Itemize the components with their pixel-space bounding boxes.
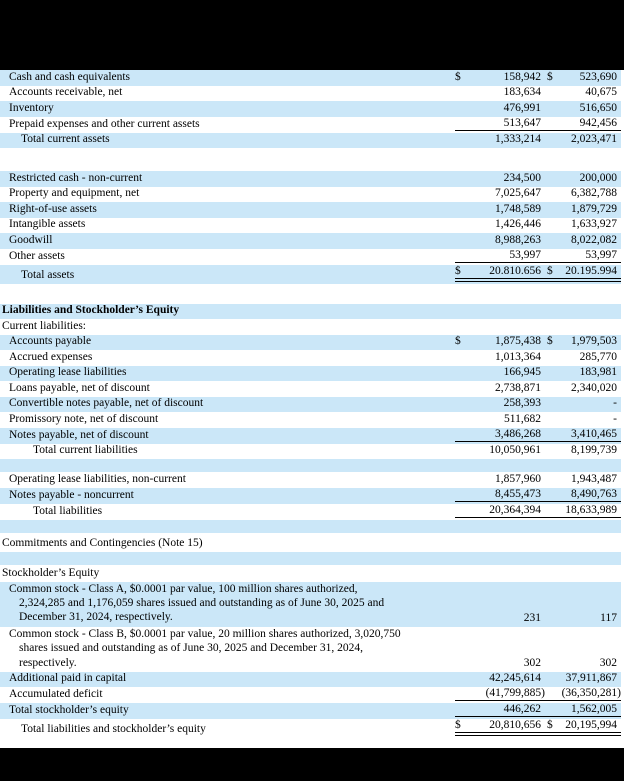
row-label: Liabilities and Stockholder’s Equity [2, 304, 180, 316]
table-row [0, 133, 621, 149]
value-col1 [455, 71, 541, 84]
value-col2 [541, 488, 621, 502]
row-label: Prepaid expenses and other current assets [9, 117, 200, 130]
row-label: Intangible assets [9, 218, 86, 230]
value-col1 [455, 366, 541, 379]
table-row [0, 428, 621, 444]
value-col2 [541, 687, 621, 701]
table-row [0, 366, 621, 382]
cell-value: 511,682 [504, 412, 541, 425]
row-label: Operating lease liabilities [9, 366, 127, 378]
cell-value: 1,562,005 [571, 703, 617, 716]
cell-value: (41,799,885) [485, 687, 545, 700]
row-label: Cash and cash equivalents [9, 70, 131, 83]
cell-value: 2,738,871 [495, 381, 541, 394]
cell-value: 183,981 [579, 366, 617, 378]
cell-value: - [613, 397, 617, 409]
cell-value: 8,490,763 [571, 487, 617, 500]
value-col2 [541, 102, 621, 115]
value-col2 [541, 351, 621, 364]
cell-value: 1,875,438 [495, 335, 541, 347]
row-label: Restricted cash - non-current [9, 171, 143, 184]
dollar-sign: $ [547, 335, 553, 347]
cell-value: 18,633,989 [565, 503, 617, 516]
cell-value: 42,245,614 [489, 672, 541, 685]
row-label: Commitments and Contingencies (Note 15) [2, 536, 203, 549]
value-col2 [541, 366, 621, 379]
table-row [0, 233, 621, 249]
value-col2 [541, 265, 621, 282]
cell-value: 942,456 [579, 116, 617, 129]
value-col2 [541, 218, 621, 231]
value-col2 [541, 382, 621, 395]
cell-value: - [613, 412, 617, 425]
value-col2 [541, 234, 621, 247]
value-col1 [455, 265, 541, 282]
value-col1 [455, 687, 545, 701]
cell-value: 7,025,647 [495, 187, 541, 199]
balance-sheet-table [0, 70, 624, 738]
row-label: Accumulated deficit [9, 688, 103, 701]
cell-value: 2,340,020 [571, 381, 617, 394]
row-label: Right-of-use assets [9, 202, 97, 215]
value-col2 [541, 444, 621, 457]
value-col2 [541, 672, 621, 685]
cell-value: 53,997 [585, 248, 617, 261]
value-col2 [541, 71, 621, 84]
row-label: Notes payable - noncurrent [9, 488, 134, 501]
cell-value: 1,333,214 [495, 133, 541, 145]
table-row [0, 187, 621, 203]
cell-value: 476,991 [503, 101, 541, 114]
table-row [0, 265, 621, 284]
cell-value: 20.810.656 [489, 264, 541, 277]
table-row [0, 335, 621, 351]
value-col2 [541, 86, 621, 99]
cell-value: 1,857,960 [495, 472, 541, 485]
dollar-sign: $ [455, 335, 461, 347]
cell-value: 1,013,364 [495, 350, 541, 363]
table-row [0, 672, 621, 688]
table-row [0, 703, 621, 719]
cell-value: 166,945 [503, 366, 541, 378]
cell-value: 183,634 [503, 86, 541, 98]
bottom-black-bar [0, 748, 624, 781]
cell-value: 53,997 [509, 248, 541, 261]
row-label: Common stock - Class A, $0.0001 par value, 100 million shares authorized, 2,324,285 and 1,176,059 shares issued and outstanding as of June 30, 2025 and December 31, 2024, respectively. [9, 582, 385, 624]
row-label: Promissory note, net of discount [9, 412, 159, 425]
row-label: Total assets [21, 268, 75, 281]
table-row [0, 397, 621, 413]
row-label: Common stock - Class B, $0.0001 par value, 20 million shares authorized, 3,020,750 shares issued and outstanding as of June 30, 2025 and December 31, 2024, respectively. [9, 627, 401, 669]
top-black-bar [0, 0, 624, 70]
table-row [0, 687, 621, 703]
cell-value: 40,675 [585, 86, 617, 98]
value-col1 [455, 117, 541, 131]
table-row [0, 86, 621, 102]
value-col1 [455, 672, 541, 685]
row-label: Other assets [9, 249, 65, 262]
cell-value: 10,050,961 [489, 444, 541, 456]
value-col2 [541, 172, 621, 185]
table-row [0, 319, 621, 335]
value-col1 [455, 172, 541, 185]
row-label: Total current liabilities [33, 444, 138, 456]
row-label: Accounts payable [9, 335, 92, 347]
table-row [0, 171, 621, 187]
table-row [0, 627, 621, 672]
value-col1 [455, 428, 541, 442]
cell-value: 200,000 [579, 171, 617, 184]
row-label: Total liabilities and stockholder’s equity [21, 723, 206, 736]
dollar-sign: $ [547, 719, 553, 732]
dollar-sign: $ [547, 70, 553, 83]
row-label: Inventory [9, 101, 54, 114]
cell-value: 20,364,394 [489, 503, 541, 516]
spacer-row [0, 459, 621, 472]
value-col1 [455, 504, 541, 518]
dollar-sign: $ [455, 719, 461, 732]
cell-value: 258,393 [503, 397, 541, 409]
spacer-row [0, 284, 621, 304]
row-label: Total liabilities [33, 504, 103, 517]
row-label: Convertible notes payable, net of discount [9, 397, 204, 409]
row-label: Operating lease liabilities, non-current [9, 472, 186, 485]
table-row [0, 218, 621, 234]
table-row [0, 582, 621, 627]
value-col2 [541, 612, 621, 625]
value-col1 [455, 249, 541, 263]
value-col2 [541, 249, 621, 263]
spacer-row [0, 520, 621, 533]
value-col2 [541, 413, 621, 426]
cell-value: 523,690 [579, 70, 617, 83]
value-col1 [455, 413, 541, 426]
table-row [0, 249, 621, 265]
value-col1 [455, 86, 541, 99]
value-col2 [541, 428, 621, 442]
table-row [0, 304, 621, 320]
value-col1 [455, 719, 541, 736]
cell-value: 513,647 [503, 116, 541, 129]
value-col1 [455, 444, 541, 457]
row-label: Additional paid in capital [9, 672, 127, 685]
value-col1 [455, 218, 541, 231]
value-col1 [455, 397, 541, 410]
cell-value: 1,879,729 [571, 202, 617, 215]
cell-value: 20.195.994 [565, 264, 617, 277]
value-col1 [455, 203, 541, 216]
value-col1 [455, 187, 541, 200]
value-col1 [455, 612, 541, 625]
cell-value: 1,748,589 [495, 202, 541, 215]
table-row [0, 101, 621, 117]
cell-value: 117 [600, 611, 617, 624]
row-label: Total current assets [21, 133, 110, 145]
row-label: Notes payable, net of discount [9, 428, 149, 441]
cell-value: (36,350,281) [561, 687, 621, 700]
table-row [0, 412, 621, 428]
cell-value: 3,410,465 [571, 427, 617, 440]
table-row [0, 70, 621, 86]
value-col1 [455, 351, 541, 364]
cell-value: 8,455,473 [495, 487, 541, 500]
cell-value: 6,382,788 [571, 187, 617, 199]
cell-value: 285,770 [579, 350, 617, 363]
row-label: Goodwill [9, 233, 53, 246]
cell-value: 158,942 [503, 70, 541, 83]
table-row [0, 350, 621, 366]
value-col1 [455, 657, 541, 670]
dollar-sign: $ [455, 70, 461, 83]
value-col2 [541, 335, 621, 348]
cell-value: 2,023,471 [571, 133, 617, 145]
cell-value: 8,199,739 [571, 444, 617, 456]
table-row [0, 472, 621, 488]
cell-value: 231 [523, 611, 541, 624]
dollar-sign: $ [547, 264, 553, 277]
row-label: Total stockholder’s equity [9, 704, 129, 717]
cell-value: 37,911,867 [565, 672, 617, 685]
cell-value: 1,979,503 [571, 335, 617, 347]
value-col2 [541, 397, 621, 410]
cell-value: 302 [599, 656, 617, 669]
value-col2 [541, 187, 621, 200]
cell-value: 20,195,994 [565, 719, 617, 732]
table-row [0, 202, 621, 218]
value-col2 [541, 117, 621, 131]
cell-value: 1,633,927 [571, 218, 617, 230]
row-label: Accrued expenses [9, 350, 93, 363]
value-col1 [455, 133, 541, 146]
table-row [0, 719, 621, 738]
value-col1 [455, 382, 541, 395]
cell-value: 302 [523, 656, 541, 669]
value-col1 [455, 473, 541, 486]
value-col2 [541, 473, 621, 486]
table-row [0, 504, 621, 520]
value-col2 [541, 719, 621, 736]
row-label: Accounts receivable, net [9, 86, 123, 98]
cell-value: 3,486,268 [495, 427, 541, 440]
spacer-row [0, 148, 621, 171]
cell-value: 446,262 [503, 703, 541, 716]
cell-value: 234,500 [503, 171, 541, 184]
row-label: Current liabilities: [2, 319, 86, 332]
cell-value: 8,022,082 [571, 233, 617, 246]
cell-value: 1,426,446 [495, 218, 541, 230]
cell-value: 1,943,487 [571, 472, 617, 485]
table-row [0, 444, 621, 460]
dollar-sign: $ [455, 264, 461, 277]
table-row [0, 565, 621, 582]
table-row [0, 533, 621, 552]
table-row [0, 488, 621, 504]
value-col2 [541, 703, 621, 717]
value-col1 [455, 234, 541, 247]
cell-value: 20,810,656 [489, 719, 541, 732]
value-col1 [455, 703, 541, 717]
value-col2 [541, 133, 621, 146]
value-col2 [541, 203, 621, 216]
value-col1 [455, 102, 541, 115]
table-row [0, 117, 621, 133]
cell-value: 8,988,263 [495, 233, 541, 246]
spacer-row [0, 552, 621, 565]
row-label: Stockholder’s Equity [2, 566, 100, 579]
table-row [0, 381, 621, 397]
cell-value: 516,650 [579, 101, 617, 114]
row-label: Property and equipment, net [9, 187, 140, 199]
value-col1 [455, 488, 541, 502]
value-col2 [541, 657, 621, 670]
value-col2 [541, 504, 621, 518]
row-label: Loans payable, net of discount [9, 381, 150, 394]
value-col1 [455, 335, 541, 348]
